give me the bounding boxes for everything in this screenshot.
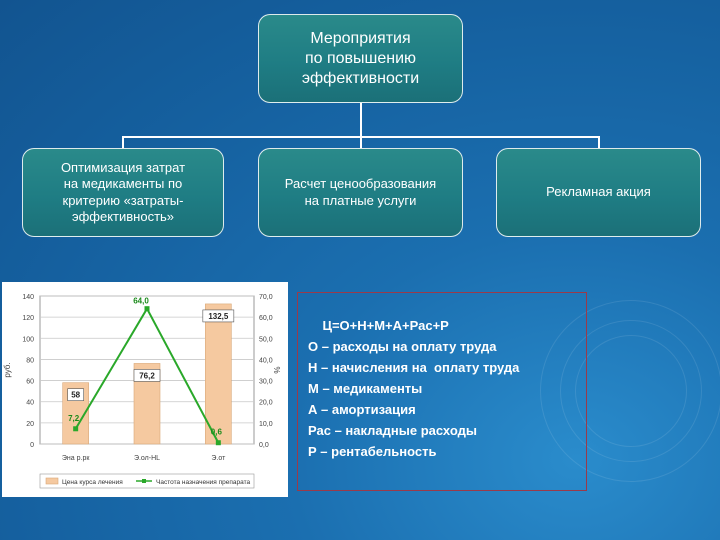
line-point — [73, 426, 78, 431]
y-axis-label: руб. — [3, 362, 12, 378]
legend-label: Цена курса лечения — [62, 479, 123, 486]
y2-tick-label: 20,0 — [259, 399, 273, 407]
connector-line — [360, 136, 362, 148]
connector-line — [598, 136, 600, 148]
legend-label: Частота назначения препарата — [156, 479, 251, 486]
bar-value-label: 132,5 — [208, 311, 229, 321]
formula-line: Рас – накладные расходы — [308, 423, 477, 438]
y-tick-label: 40 — [26, 399, 34, 407]
y2-tick-label: 60,0 — [259, 315, 273, 323]
y-tick-label: 80 — [26, 357, 34, 365]
chart-panel — [2, 282, 288, 497]
y-tick-label: 120 — [22, 315, 34, 323]
formula-line: Р – рентабельность — [308, 444, 437, 459]
formula-panel — [297, 292, 587, 491]
formula-line: Ц=О+Н+М+А+Рас+Р — [308, 318, 449, 333]
line-point — [216, 440, 221, 445]
bar-value-label: 58 — [71, 390, 81, 400]
legend-swatch-marker — [142, 479, 146, 483]
y-tick-label: 0 — [30, 442, 34, 449]
y-tick-label: 140 — [22, 294, 34, 301]
connector-line — [122, 136, 124, 148]
y-tick-label: 100 — [22, 336, 34, 344]
y-tick-label: 60 — [26, 378, 34, 386]
bar — [205, 304, 231, 444]
child-node-pricing: Расчет ценообразования на платные услуги — [258, 148, 463, 237]
connector-line — [360, 103, 362, 136]
bar-line-chart — [2, 282, 288, 497]
child-node-advertising: Рекламная акция — [496, 148, 701, 237]
y2-tick-label: 50,0 — [259, 336, 273, 344]
x-tick-label: Эна р.рк — [61, 455, 90, 462]
bar-value-label: 76,2 — [139, 371, 155, 381]
child-node-cost-optimization: Оптимизация затрат на медикаменты по критерию «затраты- эффективность» — [22, 148, 224, 237]
line-value-label: 0,6 — [210, 427, 222, 437]
y2-tick-label: 10,0 — [259, 420, 273, 428]
y2-tick-label: 70,0 — [259, 294, 273, 301]
y2-tick-label: 0,0 — [259, 442, 269, 449]
formula-line: М – медикаменты — [308, 381, 423, 396]
y2-tick-label: 40,0 — [259, 357, 273, 365]
x-tick-label: Э.ол-НL — [133, 455, 161, 462]
y2-tick-label: 30,0 — [259, 378, 273, 386]
line-value-label: 64,0 — [133, 296, 149, 306]
line-point — [145, 306, 150, 311]
y-tick-label: 20 — [26, 420, 34, 428]
legend-swatch-bar — [46, 478, 58, 484]
top-node: Мероприятия по повышению эффективности — [258, 14, 463, 103]
formula-line: Н – начисления на оплату труда — [308, 360, 520, 375]
y2-axis-label: % — [273, 366, 282, 374]
formula-line: А – амортизация — [308, 402, 416, 417]
x-tick-label: Э.от — [211, 455, 226, 462]
formula-line: О – расходы на оплату труда — [308, 339, 497, 354]
line-value-label: 7,2 — [68, 413, 80, 423]
